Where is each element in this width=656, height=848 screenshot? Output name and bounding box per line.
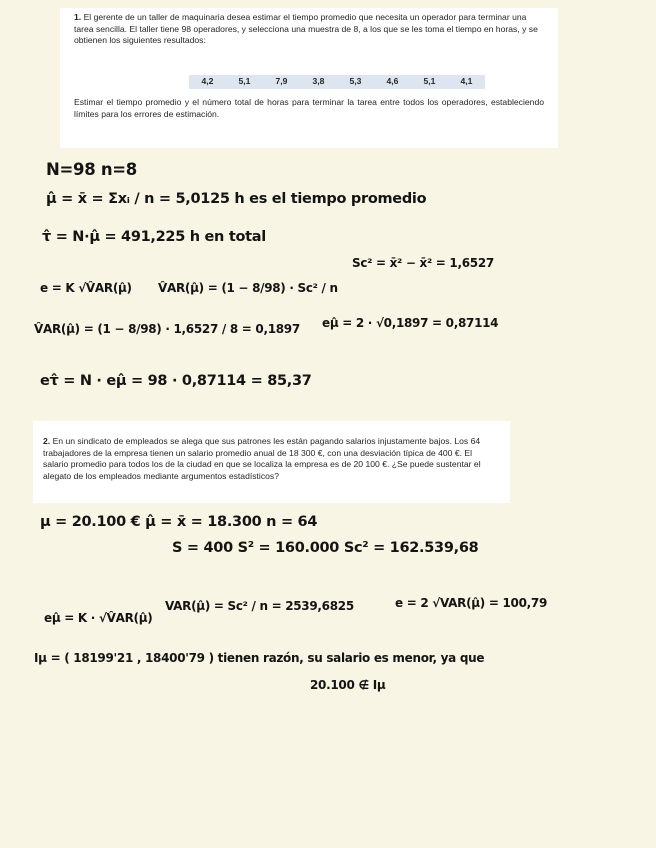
- solution-1-line-3: τ̂ = N·μ̂ = 491,225 h en total: [42, 229, 266, 245]
- problem-1-card: [60, 8, 558, 148]
- solution-2-line-2: S = 400 S² = 160.000 Sc² = 162.539,68: [172, 540, 479, 556]
- solution-1-line-4c: Sc² = x̄² − x̄² = 1,6527: [352, 256, 494, 270]
- solution-2-line-5: 20.100 ∉ Iμ: [310, 678, 386, 692]
- solution-2-line-3b: VAR(μ̂) = Sc² / n = 2539,6825: [165, 599, 354, 613]
- solution-2-line-3c: e = 2 √VAR(μ̂) = 100,79: [395, 596, 547, 610]
- data-cell: 4,6: [386, 76, 399, 87]
- data-cell: 4,2: [201, 76, 214, 87]
- data-cell: 3,8: [312, 76, 325, 87]
- solution-1-line-5b: eμ̂ = 2 · √0,1897 = 0,87114: [322, 316, 499, 330]
- data-cell: 5,1: [423, 76, 436, 87]
- solution-2-line-4: Iμ = ( 18199'21 , 18400'79 ) tienen razón, su salario es menor, ya que: [34, 651, 485, 665]
- problem-2-statement: [43, 436, 498, 482]
- data-cell: 7,9: [275, 76, 288, 87]
- solution-1-line-4b: V̂AR(μ̂) = (1 − 8/98) · Sc² / n: [158, 281, 338, 295]
- solution-1-line-4a: e = K √V̂AR(μ̂): [40, 281, 132, 295]
- solution-2-line-3a: eμ̂ = K · √V̂AR(μ̂): [44, 611, 153, 625]
- solution-1-line-1: N=98 n=8: [46, 160, 137, 179]
- solution-2-line-1: μ = 20.100 € μ̂ = x̄ = 18.300 n = 64: [40, 514, 318, 530]
- problem-1-text: El gerente de un taller de maquinaria desea estimar el tiempo promedio que necesita un operador para terminar una tarea sencilla. El taller tiene 98 operadores, y selecciona una muestra de 8, a los que se les toma el tiempo en horas, y se obtienen los siguientes resultados:: [74, 12, 538, 46]
- problem-2-number: 2.: [43, 436, 51, 446]
- data-cell: 5,3: [349, 76, 362, 87]
- data-cell: 5,1: [238, 76, 251, 87]
- problem-1-statement: [74, 12, 544, 47]
- data-cell: 4,1: [460, 76, 473, 87]
- solution-1-line-2: μ̂ = x̄ = Σxᵢ / n = 5,0125 h es el tiempo promedio: [46, 191, 427, 207]
- solution-1-line-5a: V̂AR(μ̂) = (1 − 8/98) · 1,6527 / 8 = 0,1897: [34, 322, 300, 336]
- data-table-row: [189, 75, 485, 89]
- problem-1-number: 1.: [74, 12, 82, 22]
- solution-1-line-6: eτ̂ = N · eμ̂ = 98 · 0,87114 = 85,37: [40, 373, 312, 389]
- problem-1-question: Estimar el tiempo promedio y el número total de horas para terminar la tarea entre todos los operadores, estableciendo límites para los errores de estimación.: [74, 97, 544, 119]
- problem-2-text: En un sindicato de empleados se alega que sus patrones les están pagando salarios injustamente bajos. Los 64 trabajadores de la empresa tienen un salario promedio anual de 18 300 €, con una desviación típica de 400 €. El salario promedio para todos los de la ciudad en que se localiza la empresa es de 20 100 €. ¿Se puede sustentar el alegato de los empleados mediante argumentos estadísticos?: [43, 436, 481, 481]
- problem-2-card: [33, 421, 510, 503]
